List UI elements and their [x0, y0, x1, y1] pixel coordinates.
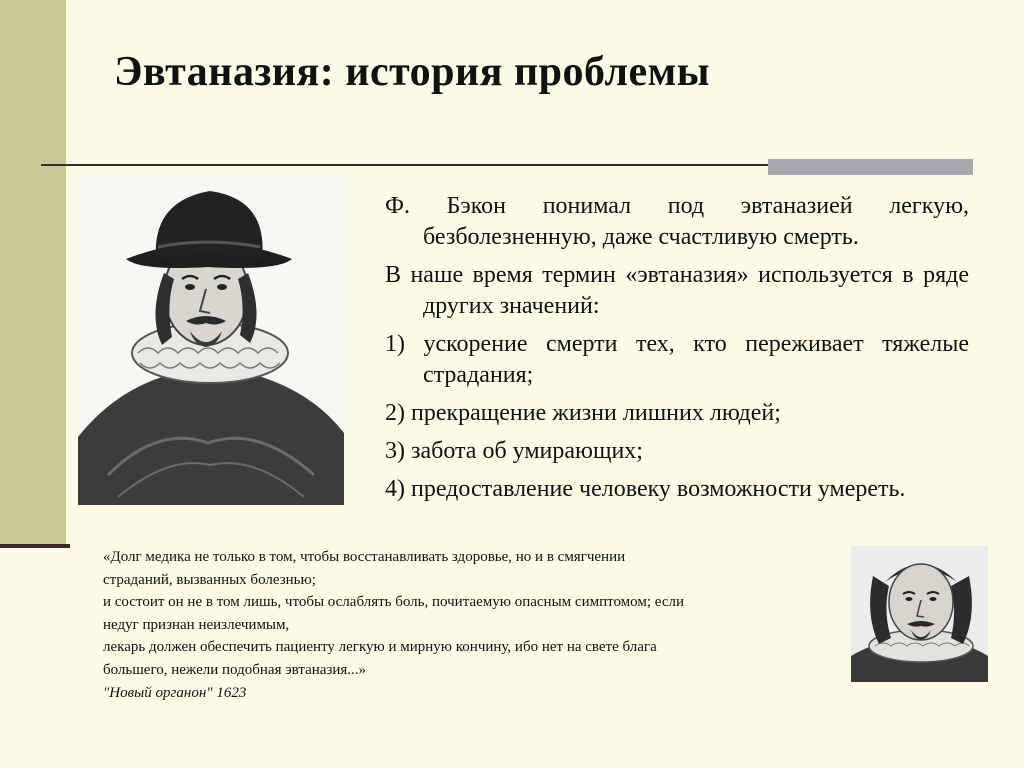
paragraph-bacon-definition: Ф. Бэкон понимал под эвтаназией легкую, безболезненную, даже счастливую смерть.	[385, 193, 969, 250]
quote-source: "Новый органон" 1623	[103, 684, 247, 701]
side-accent-bar	[0, 0, 66, 548]
quote-line: страданий, вызванных болезнью;	[103, 571, 316, 588]
title-divider-accent	[768, 159, 973, 175]
quote-line: недуг признан неизлечимым,	[103, 616, 290, 633]
paragraph-modern-meanings: В наше время термин «эвтаназия» используется в ряде других значений:	[385, 262, 969, 319]
portrait-image	[78, 175, 344, 505]
bacon-quote	[103, 546, 823, 704]
quote-line: лекарь должен обеспечить пациенту легкую и мирную кончину, ибо нет на свете блага	[103, 639, 657, 656]
quote-line: и состоит он не в том лишь, чтобы ослаблять боль, почитаемую опасным симптомом; если	[103, 594, 685, 611]
slide-title: Эвтаназия: история проблемы	[114, 49, 711, 95]
quote-line: большего, нежели подобная эвтаназия...»	[103, 661, 367, 678]
list-item-4: 4) предоставление человеку возможности умереть.	[385, 476, 906, 502]
list-item-3: 3) забота об умирающих;	[385, 438, 643, 464]
body-text	[385, 191, 969, 512]
small-portrait-image	[851, 546, 988, 682]
side-accent-underline	[0, 544, 70, 548]
list-item-2: 2) прекращение жизни лишних людей;	[385, 400, 781, 426]
bacon-engraving-icon	[78, 175, 344, 505]
quote-line: «Долг медика не только в том, чтобы восстанавливать здоровье, но и в смягчении	[103, 549, 626, 565]
list-item-1: 1) ускорение смерти тех, кто переживает тяжелые страдания;	[385, 331, 969, 388]
bacon-small-engraving-icon	[851, 546, 988, 682]
